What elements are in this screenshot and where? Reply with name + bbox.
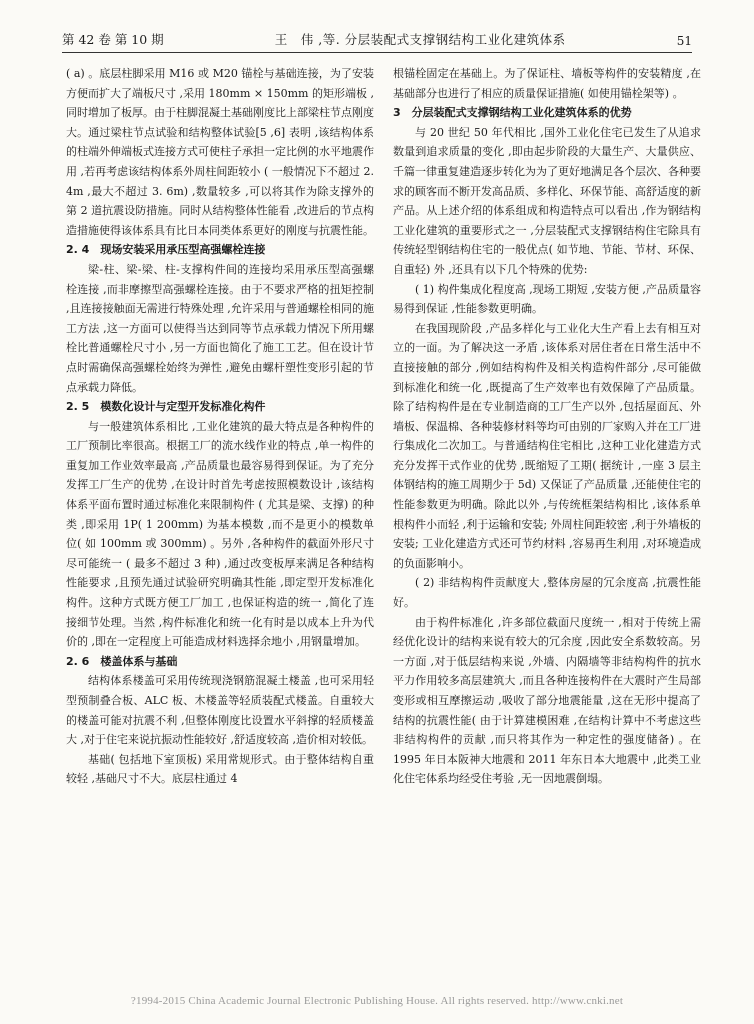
left-column	[66, 64, 374, 789]
page-number: 51	[676, 34, 692, 48]
body-paragraph: ( 2) 非结构构件贡献度大 ,整体房屋的冗余度高 ,抗震性能好。	[393, 576, 701, 610]
body-paragraph: 结构体系楼盖可采用传统现浇钢筋混凝土楼盖 ,也可采用轻型预制叠合板、ALC 板、木楼盖等轻质装配式楼盖。自重较大的楼盖可能对抗震不利 ,但整体刚度比设置水平斜撑的轻质楼盖大 ,对于住宅来说抗振动性能较好 ,舒适度较高 ,造价相对较低。	[66, 674, 374, 747]
section-heading: 2. 6 楼盖体系与基础	[66, 654, 178, 668]
section-heading: 2. 4 现场安装采用承压型高强螺栓连接	[66, 243, 266, 257]
body-paragraph: 在我国现阶段 ,产品多样化与工业化大生产看上去有相互对立的一面。为了解决这一矛盾 ,该体系对居住者在日常生活中不直接接触的部分 ,例如结构构件及相关构造构件部分 ,尽可能做到标准化和统一化 ,既提高了生产效率也有效保障了产品质量。除了结构构件是在专业制造商的工厂生产以外 ,包括屋面瓦、外墙板、保温棉、各种装修材料等均可由别的厂家购入并在工厂进行集成化二次加工。与普通结构住宅相比 ,这种工业化建造方式充分发挥干式作业的优势 ,既缩短了工期( 据统计 ,一座 3 层主体钢结构的施工周期少于 5d) 又保证了产品质量 ,还能使住宅的性能参数更为明确。除此以外 ,与传统框架结构相比 ,该体系单根构件小而轻 ,利于运输和安装; 外周柱间距较密 ,利于外墙板的安装; 工业化建造方式还可节约材料 ,容易再生利用 ,对环境造成的负面影响小。	[393, 321, 701, 570]
body-paragraph: 根锚栓固定在基础上。为了保证柱、墙板等构件的安装精度 ,在基础部分也进行了相应的质量保证措施( 如使用锚栓架等) 。	[393, 67, 701, 100]
section-heading: 2. 5 模数化设计与定型开发标准化构件	[66, 400, 266, 414]
article-running-title: 王 伟 ,等. 分层装配式支撑钢结构工业化建筑体系	[274, 32, 566, 47]
right-column	[393, 64, 701, 789]
body-paragraph: ( a) 。底层柱脚采用 M16 或 M20 锚栓与基础连接，为了安装方便而扩大了端板尺寸 ,采用 180mm × 150mm 的矩形端板 ,同时增加了板厚。由于柱脚混凝土基础刚度比上部梁柱节点刚度大。通过梁柱节点试验和结构整体试验[5 ,6] 表明 ,该结构体系的柱端外伸端板式连接方式可使柱子承担一定比例的水平地震作用 ,若再考虑该结构体系外周柱间距较小 ( 一般情况下不超过 2. 4m ,最大不超过 3. 6m) ,数量较多 ,可以将其作为除支撑外的第 2 道抗震设防措施。同时从结构整体性能看 ,改进后的节点构造措施使得该体系具有比日本同类体系更好的刚度与抗震性能。	[66, 67, 374, 237]
body-paragraph: 基础( 包括地下室顶板) 采用常规形式。由于整体结构自重较轻 ,基础尺寸不大。底层柱通过 4	[66, 752, 374, 786]
body-paragraph: ( 1) 构件集成化程度高 ,现场工期短 ,安装方便 ,产品质量容易得到保证 ,性能参数更明确。	[393, 282, 701, 316]
copyright-footer: ?1994-2015 China Academic Journal Electronic Publishing House. All rights reserved. http://www.cnki.net	[130, 995, 624, 1007]
journal-volume-issue: 第 42 卷 第 10 期	[62, 32, 164, 47]
body-paragraph: 梁-柱、梁-梁、柱-支撑构件间的连接均采用承压型高强螺栓连接 ,而非摩擦型高强螺栓连接。由于不要求严格的扭矩控制 ,且连接接触面无需进行特殊处理 ,允许采用与普通螺栓相同的施工方法 ,这一方面可以使得当达到同等节点承载力情况下所用螺栓比普通螺栓尺寸小 ,另一方面也简化了施工工艺。但在设计节点时需确保高强螺栓始终为弹性 ,避免由螺杆塑性变形引起的节点承载力降低。	[66, 262, 374, 394]
running-header	[62, 24, 692, 53]
body-paragraph: 与 20 世纪 50 年代相比 ,国外工业化住宅已发生了从追求数量到追求质量的变化 ,即由起步阶段的大量生产、大量供应、千篇一律重复建造逐步转化为为了更好地满足各个层次、各种要求的顾客而不断开发高品质、多样化、环保节能、高舒适度的新产品。从上述介绍的体系组成和构造特点可以看出 ,作为钢结构工业化建筑的重要形式之一 ,分层装配式支撑钢结构住宅除具有传统轻型钢结构住宅的一般优点( 如节地、节能、节材、环保、自重轻) 外 ,还具有以下几个特殊的优势:	[393, 125, 701, 276]
body-paragraph: 与一般建筑体系相比 ,工业化建筑的最大特点是各种构件的工厂预制比率很高。根据工厂的流水线作业的特点 ,单一构件的重复加工作业效率最高 ,产品质量也最容易得到保证。为了充分发挥工厂生产的优势 ,在设计时首先考虑按照模数设计 ,该结构体系平面布置时通过标准化来限制构件 ( 尤其是梁、支撑) 的种类 ,即采用 1P( 1 200mm) 为基本模数 ,而不是更小的模数单位( 如 100mm 或 300mm) 。另外 ,各种构件的截面外形尺寸尽可能统一 ( 最多不超过 3 种) ,通过改变板厚来满足各种结构性能要求 ,且预先通过试验研究明确其性能 ,即定型开发标准化构件。这种方式既方便工厂加工 ,也保证构造的统一 ,简化了连接细节处理。当然 ,构件标准化和统一化有时是以成本上升为代价的 ,即在一定程度上可能造成材料选择余地小 ,用钢量增加。	[66, 419, 374, 649]
section-heading: 3 分层装配式支撑钢结构工业化建筑体系的优势	[393, 106, 632, 120]
body-paragraph: 由于构件标准化 ,许多部位截面尺度统一 ,相对于传统上需经优化设计的结构来说有较大的冗余度 ,因此安全系数较高。另一方面 ,对于低层结构来说 ,外墙、内隔墙等非结构构件的抗水平力作用较多高层建筑大 ,而且各种连接构件在大震时产生局部变形或相互摩擦运动 ,吸收了部分地震能量 ,这在无形中提高了结构的抗震性能( 由于计算建模困难 ,在结构计算中不考虑这些非结构构件的贡献 ,而只将其作为一种定性的强度储备) 。在 1995 年日本阪神大地震和 2011 年东日本大地震中 ,此类工业化住宅体系均经受住考验 ,无一因地震倒塌。	[393, 615, 701, 786]
